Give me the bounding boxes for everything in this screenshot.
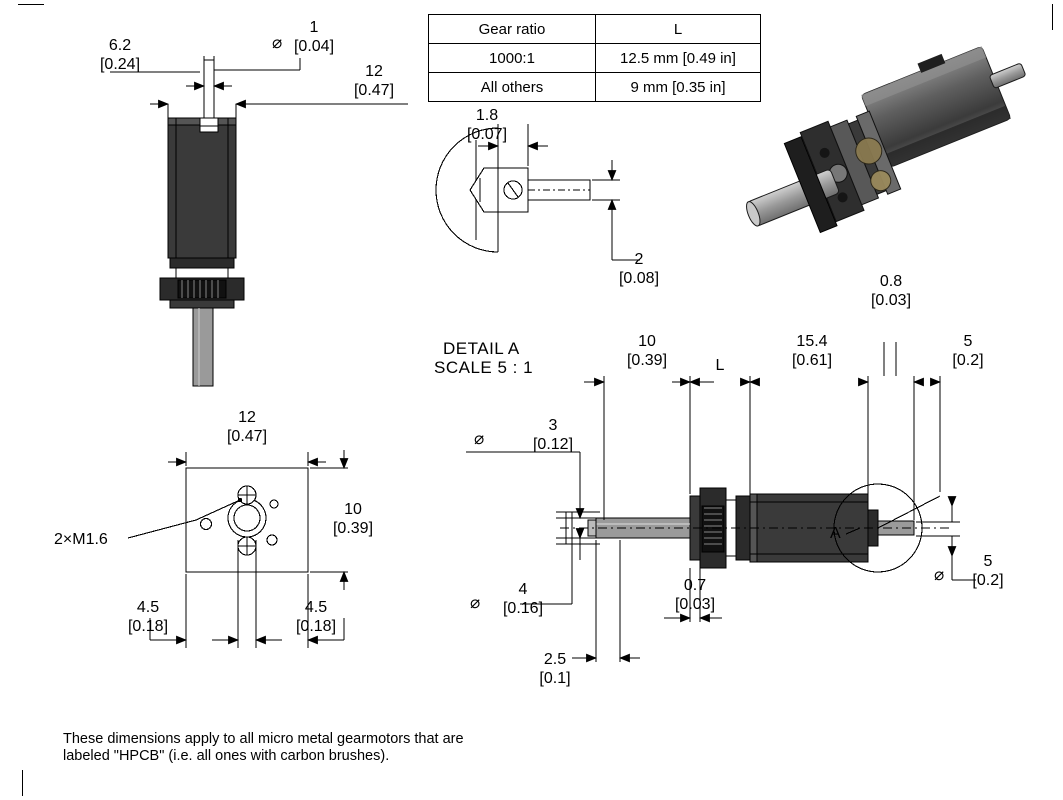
- dim-dia-5: [958, 552, 1018, 590]
- diameter-icon: ⌀: [272, 33, 283, 52]
- dim-10-shaft: [616, 332, 678, 370]
- dim-6-2-in: [0.24]: [99, 56, 141, 73]
- dim-12-width: [344, 62, 404, 100]
- dim-dia-5-in: [0.2]: [972, 572, 1004, 589]
- dim-0-7-mm: 0.7: [683, 577, 707, 594]
- dim-6-2-mm: 6.2: [108, 37, 132, 54]
- dim-12-width-in: [0.47]: [353, 82, 395, 99]
- diameter-icon: ⌀: [474, 429, 485, 448]
- dim-dia-4-in: [0.16]: [502, 600, 544, 617]
- dim-4-5-right-in: [0.18]: [295, 618, 337, 635]
- dim-0-7: [664, 576, 726, 614]
- cell-l-others: 9 mm [0.35 in]: [596, 73, 761, 102]
- dim-L-mm: L: [715, 357, 725, 374]
- dim-6-2: [90, 36, 150, 74]
- dim-dia-3-mm: 3: [548, 417, 558, 434]
- detail-a-caption-line1: DETAIL A: [443, 339, 520, 358]
- dim-dia-1-mm: 1: [309, 19, 319, 36]
- dim-2: [608, 250, 670, 288]
- dim-10-shaft-mm: 10: [638, 333, 656, 350]
- dim-1-8: [455, 106, 519, 144]
- diameter-icon: ⌀: [470, 593, 481, 612]
- dim-10-plate-mm: 10: [344, 501, 362, 518]
- dim-dia-3: [522, 416, 584, 454]
- diameter-icon: ⌀: [934, 565, 945, 584]
- dim-12-plate-in: [0.47]: [226, 428, 268, 445]
- dim-1-8-in: [0.07]: [466, 126, 508, 143]
- dim-dia-3-in: [0.12]: [532, 436, 574, 453]
- dim-10-shaft-in: [0.39]: [626, 352, 668, 369]
- dim-dia-5-mm: 5: [983, 553, 993, 570]
- dim-15-4-mm: 15.4: [796, 333, 828, 350]
- footnote-line-1: These dimensions apply to all micro metal gearmotors that are: [63, 731, 464, 747]
- dim-0-8-mm: 0.8: [879, 273, 903, 290]
- dim-0-8-in: [0.03]: [870, 292, 912, 309]
- dim-2-5: [524, 650, 586, 688]
- dim-2-5-in: [0.1]: [539, 670, 571, 687]
- dim-0-8: [860, 272, 922, 310]
- dim-10-plate-in: [0.39]: [332, 520, 374, 537]
- table-header-gear-ratio: Gear ratio: [429, 15, 596, 44]
- dim-4-5-right-mm: 4.5: [304, 599, 328, 616]
- dim-4-5-left-mm: 4.5: [136, 599, 160, 616]
- cell-l-1000: 12.5 mm [0.49 in]: [596, 44, 761, 73]
- dim-12-width-mm: 12: [365, 63, 383, 80]
- cell-ratio-1000: 1000:1: [429, 44, 596, 73]
- dim-12-plate: [217, 408, 277, 446]
- dim-10-plate: [322, 500, 384, 538]
- dim-12-plate-mm: 12: [238, 409, 256, 426]
- dim-1-8-mm: 1.8: [475, 107, 499, 124]
- dim-4-5-right: [283, 598, 349, 636]
- dim-4-5-left: [115, 598, 181, 636]
- dim-15-4-in: [0.61]: [791, 352, 833, 369]
- gearmotor-photo: [744, 28, 1039, 233]
- dim-2-5-mm: 2.5: [543, 651, 567, 668]
- dim-0-7-in: [0.03]: [674, 596, 716, 613]
- dim-L: [700, 356, 740, 375]
- detail-marker-a: A: [830, 525, 841, 542]
- dim-5-top-in: [0.2]: [952, 352, 984, 369]
- dim-dia-4-mm: 4: [518, 581, 528, 598]
- table-header-l: L: [596, 15, 761, 44]
- dim-2-in: [0.08]: [618, 270, 660, 287]
- callout-2xm16: 2×M1.6: [54, 531, 108, 548]
- dim-4-5-left-in: [0.18]: [127, 618, 169, 635]
- dim-5-top: [938, 332, 998, 370]
- dim-5-top-mm: 5: [963, 333, 973, 350]
- dim-dia-1: [286, 18, 342, 56]
- dim-15-4: [776, 332, 848, 370]
- detail-a-caption-line2: SCALE 5 : 1: [434, 358, 534, 377]
- dim-dia-4: [492, 580, 554, 618]
- dim-2-mm: 2: [634, 251, 644, 268]
- dim-dia-1-in: [0.04]: [293, 38, 335, 55]
- footnote-line-2: labeled "HPCB" (i.e. all ones with carbon brushes).: [63, 748, 390, 764]
- cell-ratio-others: All others: [429, 73, 596, 102]
